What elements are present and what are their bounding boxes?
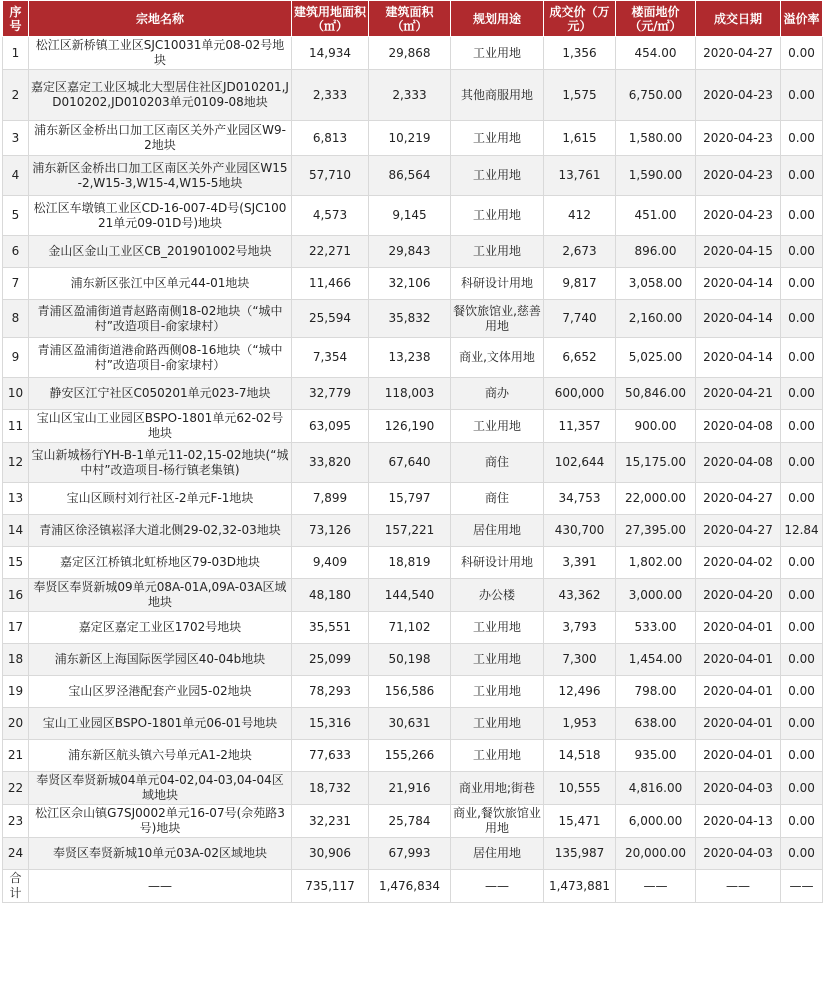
cell-land-area: 77,633 [292, 740, 369, 772]
cell-price: 34,753 [544, 483, 616, 515]
cell-seq: 13 [3, 483, 29, 515]
cell-date: 2020-04-01 [696, 612, 781, 644]
cell-land-area: 30,906 [292, 838, 369, 870]
cell-land-area: 78,293 [292, 676, 369, 708]
cell-price: 3,793 [544, 612, 616, 644]
cell-unit-price: 27,395.00 [616, 515, 696, 547]
cell-date: 2020-04-08 [696, 410, 781, 443]
cell-price: 1,953 [544, 708, 616, 740]
cell-seq: 18 [3, 644, 29, 676]
table-row [3, 37, 823, 70]
total-price: 1,473,881 [544, 870, 616, 903]
table-row [3, 483, 823, 515]
cell-premium: 0.00 [781, 547, 823, 579]
cell-unit-price: 22,000.00 [616, 483, 696, 515]
cell-land-area: 7,899 [292, 483, 369, 515]
cell-build-area: 13,238 [369, 338, 451, 378]
cell-usage: 居住用地 [451, 515, 544, 547]
cell-usage: 其他商服用地 [451, 70, 544, 121]
cell-land-area: 9,409 [292, 547, 369, 579]
cell-seq: 11 [3, 410, 29, 443]
cell-usage: 商住 [451, 483, 544, 515]
table-row [3, 268, 823, 300]
cell-unit-price: 3,058.00 [616, 268, 696, 300]
cell-build-area: 144,540 [369, 579, 451, 612]
cell-usage: 工业用地 [451, 156, 544, 196]
cell-name: 奉贤区奉贤新城04单元04-02,04-03,04-04区域地块 [29, 772, 292, 805]
cell-date: 2020-04-21 [696, 378, 781, 410]
cell-name: 奉贤区奉贤新城09单元08A-01A,09A-03A区域地块 [29, 579, 292, 612]
header-usage: 规划用途 [451, 1, 544, 37]
cell-date: 2020-04-01 [696, 676, 781, 708]
cell-build-area: 71,102 [369, 612, 451, 644]
cell-name: 松江区车墩镇工业区CD-16-007-4D号(SJC10021单元09-01D号)地块 [29, 196, 292, 236]
total-usage: —— [451, 870, 544, 903]
table-row [3, 547, 823, 579]
cell-build-area: 35,832 [369, 300, 451, 338]
cell-land-area: 2,333 [292, 70, 369, 121]
cell-seq: 5 [3, 196, 29, 236]
table-row [3, 443, 823, 483]
cell-price: 9,817 [544, 268, 616, 300]
cell-name: 松江区佘山镇G7SJ0002单元16-07号(佘苑路3号)地块 [29, 805, 292, 838]
cell-build-area: 86,564 [369, 156, 451, 196]
cell-name: 静安区江宁社区C050201单元023-7地块 [29, 378, 292, 410]
cell-build-area: 29,868 [369, 37, 451, 70]
cell-price: 7,300 [544, 644, 616, 676]
cell-name: 浦东新区上海国际医学园区40-04b地块 [29, 644, 292, 676]
cell-name: 嘉定区江桥镇北虹桥地区79-03D地块 [29, 547, 292, 579]
cell-unit-price: 798.00 [616, 676, 696, 708]
cell-land-area: 57,710 [292, 156, 369, 196]
cell-usage: 居住用地 [451, 838, 544, 870]
cell-unit-price: 451.00 [616, 196, 696, 236]
cell-unit-price: 6,000.00 [616, 805, 696, 838]
cell-premium: 0.00 [781, 410, 823, 443]
cell-usage: 商业,文体用地 [451, 338, 544, 378]
table-row [3, 300, 823, 338]
cell-price: 2,673 [544, 236, 616, 268]
cell-date: 2020-04-01 [696, 740, 781, 772]
cell-land-area: 14,934 [292, 37, 369, 70]
total-seq: 合计 [3, 870, 29, 903]
cell-name: 金山区金山工业区CB_201901002号地块 [29, 236, 292, 268]
cell-name: 青浦区徐泾镇崧泽大道北侧29-02,32-03地块 [29, 515, 292, 547]
cell-seq: 23 [3, 805, 29, 838]
header-row [3, 1, 823, 37]
header-date: 成交日期 [696, 1, 781, 37]
cell-unit-price: 1,590.00 [616, 156, 696, 196]
cell-date: 2020-04-27 [696, 37, 781, 70]
cell-seq: 19 [3, 676, 29, 708]
cell-land-area: 32,779 [292, 378, 369, 410]
cell-seq: 20 [3, 708, 29, 740]
table-row [3, 740, 823, 772]
cell-usage: 餐饮旅馆业,慈善用地 [451, 300, 544, 338]
cell-date: 2020-04-01 [696, 708, 781, 740]
cell-price: 13,761 [544, 156, 616, 196]
cell-usage: 商业,餐饮旅馆业用地 [451, 805, 544, 838]
cell-usage: 科研设计用地 [451, 547, 544, 579]
cell-usage: 工业用地 [451, 121, 544, 156]
cell-build-area: 21,916 [369, 772, 451, 805]
cell-unit-price: 1,454.00 [616, 644, 696, 676]
cell-usage: 工业用地 [451, 740, 544, 772]
cell-premium: 0.00 [781, 644, 823, 676]
cell-price: 10,555 [544, 772, 616, 805]
cell-date: 2020-04-23 [696, 70, 781, 121]
cell-name: 浦东新区张江中区单元44-01地块 [29, 268, 292, 300]
cell-price: 15,471 [544, 805, 616, 838]
cell-price: 135,987 [544, 838, 616, 870]
cell-date: 2020-04-14 [696, 338, 781, 378]
cell-build-area: 155,266 [369, 740, 451, 772]
table-row [3, 838, 823, 870]
cell-land-area: 32,231 [292, 805, 369, 838]
cell-premium: 0.00 [781, 772, 823, 805]
cell-date: 2020-04-03 [696, 772, 781, 805]
table-row [3, 121, 823, 156]
total-name: —— [29, 870, 292, 903]
header-unit-price: 楼面地价（元/㎡） [616, 1, 696, 37]
cell-land-area: 18,732 [292, 772, 369, 805]
cell-premium: 12.84 [781, 515, 823, 547]
header-build-area: 建筑面积（㎡） [369, 1, 451, 37]
cell-unit-price: 5,025.00 [616, 338, 696, 378]
cell-date: 2020-04-03 [696, 838, 781, 870]
cell-date: 2020-04-13 [696, 805, 781, 838]
cell-unit-price: 454.00 [616, 37, 696, 70]
cell-build-area: 157,221 [369, 515, 451, 547]
total-premium: —— [781, 870, 823, 903]
table-row [3, 338, 823, 378]
cell-name: 青浦区盈浦街道港俞路西侧08-16地块（“城中村”改造项目-俞家埭村） [29, 338, 292, 378]
cell-usage: 商办 [451, 378, 544, 410]
cell-seq: 10 [3, 378, 29, 410]
table-row [3, 70, 823, 121]
table-row [3, 708, 823, 740]
cell-premium: 0.00 [781, 378, 823, 410]
cell-name: 宝山新城杨行YH-B-1单元11-02,15-02地块(“城中村”改造项目-杨行镇老集镇) [29, 443, 292, 483]
cell-date: 2020-04-15 [696, 236, 781, 268]
cell-date: 2020-04-14 [696, 300, 781, 338]
cell-price: 7,740 [544, 300, 616, 338]
land-transaction-table [2, 0, 823, 903]
cell-name: 嘉定区嘉定工业区1702号地块 [29, 612, 292, 644]
cell-unit-price: 1,802.00 [616, 547, 696, 579]
cell-build-area: 156,586 [369, 676, 451, 708]
header-price: 成交价（万元） [544, 1, 616, 37]
table-row [3, 378, 823, 410]
table-row [3, 515, 823, 547]
cell-name: 宝山区罗泾港配套产业园5-02地块 [29, 676, 292, 708]
table-row [3, 772, 823, 805]
cell-date: 2020-04-27 [696, 483, 781, 515]
cell-date: 2020-04-08 [696, 443, 781, 483]
cell-usage: 工业用地 [451, 676, 544, 708]
cell-build-area: 25,784 [369, 805, 451, 838]
cell-date: 2020-04-23 [696, 156, 781, 196]
cell-unit-price: 935.00 [616, 740, 696, 772]
header-seq: 序号 [3, 1, 29, 37]
cell-price: 1,575 [544, 70, 616, 121]
cell-usage: 工业用地 [451, 196, 544, 236]
cell-usage: 工业用地 [451, 708, 544, 740]
table-row [3, 579, 823, 612]
cell-seq: 8 [3, 300, 29, 338]
cell-date: 2020-04-23 [696, 196, 781, 236]
cell-name: 宝山区宝山工业园区BSPO-1801单元62-02号地块 [29, 410, 292, 443]
cell-land-area: 15,316 [292, 708, 369, 740]
cell-date: 2020-04-02 [696, 547, 781, 579]
cell-usage: 工业用地 [451, 236, 544, 268]
table-row [3, 644, 823, 676]
cell-premium: 0.00 [781, 483, 823, 515]
cell-premium: 0.00 [781, 708, 823, 740]
cell-build-area: 32,106 [369, 268, 451, 300]
cell-premium: 0.00 [781, 740, 823, 772]
table-row [3, 196, 823, 236]
total-land-area: 735,117 [292, 870, 369, 903]
cell-build-area: 118,003 [369, 378, 451, 410]
cell-seq: 12 [3, 443, 29, 483]
cell-price: 600,000 [544, 378, 616, 410]
cell-premium: 0.00 [781, 121, 823, 156]
cell-premium: 0.00 [781, 300, 823, 338]
cell-land-area: 73,126 [292, 515, 369, 547]
cell-name: 宝山区顾村刘行社区-2单元F-1地块 [29, 483, 292, 515]
cell-usage: 工业用地 [451, 644, 544, 676]
cell-price: 14,518 [544, 740, 616, 772]
table-row [3, 410, 823, 443]
cell-premium: 0.00 [781, 338, 823, 378]
cell-date: 2020-04-14 [696, 268, 781, 300]
cell-unit-price: 20,000.00 [616, 838, 696, 870]
cell-land-area: 6,813 [292, 121, 369, 156]
cell-seq: 3 [3, 121, 29, 156]
cell-land-area: 7,354 [292, 338, 369, 378]
cell-land-area: 33,820 [292, 443, 369, 483]
total-build-area: 1,476,834 [369, 870, 451, 903]
cell-land-area: 22,271 [292, 236, 369, 268]
cell-premium: 0.00 [781, 838, 823, 870]
cell-premium: 0.00 [781, 443, 823, 483]
cell-unit-price: 15,175.00 [616, 443, 696, 483]
cell-premium: 0.00 [781, 805, 823, 838]
cell-unit-price: 6,750.00 [616, 70, 696, 121]
cell-land-area: 4,573 [292, 196, 369, 236]
cell-usage: 商业用地;街巷 [451, 772, 544, 805]
cell-premium: 0.00 [781, 196, 823, 236]
cell-price: 412 [544, 196, 616, 236]
cell-price: 3,391 [544, 547, 616, 579]
cell-seq: 15 [3, 547, 29, 579]
cell-name: 青浦区盈浦街道青赵路南侧18-02地块（“城中村”改造项目-俞家埭村） [29, 300, 292, 338]
cell-name: 浦东新区航头镇六号单元A1-2地块 [29, 740, 292, 772]
cell-price: 11,357 [544, 410, 616, 443]
cell-premium: 0.00 [781, 236, 823, 268]
cell-price: 1,615 [544, 121, 616, 156]
cell-seq: 2 [3, 70, 29, 121]
cell-unit-price: 3,000.00 [616, 579, 696, 612]
cell-unit-price: 1,580.00 [616, 121, 696, 156]
cell-build-area: 50,198 [369, 644, 451, 676]
cell-unit-price: 4,816.00 [616, 772, 696, 805]
cell-usage: 工业用地 [451, 612, 544, 644]
cell-name: 宝山工业园区BSPO-1801单元06-01号地块 [29, 708, 292, 740]
cell-unit-price: 2,160.00 [616, 300, 696, 338]
cell-seq: 24 [3, 838, 29, 870]
cell-build-area: 9,145 [369, 196, 451, 236]
cell-seq: 14 [3, 515, 29, 547]
cell-unit-price: 900.00 [616, 410, 696, 443]
cell-seq: 16 [3, 579, 29, 612]
cell-premium: 0.00 [781, 612, 823, 644]
cell-land-area: 35,551 [292, 612, 369, 644]
cell-date: 2020-04-27 [696, 515, 781, 547]
total-date: —— [696, 870, 781, 903]
total-unit-price: —— [616, 870, 696, 903]
cell-build-area: 10,219 [369, 121, 451, 156]
cell-unit-price: 896.00 [616, 236, 696, 268]
cell-unit-price: 638.00 [616, 708, 696, 740]
cell-date: 2020-04-23 [696, 121, 781, 156]
cell-price: 1,356 [544, 37, 616, 70]
cell-date: 2020-04-20 [696, 579, 781, 612]
cell-usage: 工业用地 [451, 37, 544, 70]
cell-build-area: 18,819 [369, 547, 451, 579]
cell-premium: 0.00 [781, 70, 823, 121]
cell-usage: 科研设计用地 [451, 268, 544, 300]
cell-name: 浦东新区金桥出口加工区南区关外产业园区W9-2地块 [29, 121, 292, 156]
cell-name: 奉贤区奉贤新城10单元03A-02区域地块 [29, 838, 292, 870]
cell-seq: 17 [3, 612, 29, 644]
table-row [3, 156, 823, 196]
cell-seq: 9 [3, 338, 29, 378]
table-row [3, 676, 823, 708]
cell-usage: 办公楼 [451, 579, 544, 612]
cell-land-area: 25,594 [292, 300, 369, 338]
cell-seq: 1 [3, 37, 29, 70]
cell-build-area: 126,190 [369, 410, 451, 443]
cell-build-area: 67,640 [369, 443, 451, 483]
header-name: 宗地名称 [29, 1, 292, 37]
header-land-area: 建筑用地面积（㎡） [292, 1, 369, 37]
cell-seq: 21 [3, 740, 29, 772]
cell-premium: 0.00 [781, 579, 823, 612]
cell-name: 嘉定区嘉定工业区城北大型居住社区JD010201,JD010202,JD010203单元0109-08地块 [29, 70, 292, 121]
cell-premium: 0.00 [781, 268, 823, 300]
cell-price: 12,496 [544, 676, 616, 708]
cell-usage: 工业用地 [451, 410, 544, 443]
cell-build-area: 67,993 [369, 838, 451, 870]
cell-usage: 商住 [451, 443, 544, 483]
cell-land-area: 11,466 [292, 268, 369, 300]
total-row [3, 870, 823, 903]
cell-seq: 7 [3, 268, 29, 300]
cell-price: 6,652 [544, 338, 616, 378]
table-row [3, 805, 823, 838]
cell-premium: 0.00 [781, 676, 823, 708]
cell-price: 430,700 [544, 515, 616, 547]
cell-unit-price: 50,846.00 [616, 378, 696, 410]
cell-seq: 4 [3, 156, 29, 196]
cell-build-area: 2,333 [369, 70, 451, 121]
cell-land-area: 25,099 [292, 644, 369, 676]
cell-price: 102,644 [544, 443, 616, 483]
cell-price: 43,362 [544, 579, 616, 612]
header-premium: 溢价率 [781, 1, 823, 37]
cell-build-area: 15,797 [369, 483, 451, 515]
cell-date: 2020-04-01 [696, 644, 781, 676]
cell-build-area: 30,631 [369, 708, 451, 740]
cell-seq: 6 [3, 236, 29, 268]
cell-premium: 0.00 [781, 37, 823, 70]
cell-name: 浦东新区金桥出口加工区南区关外产业园区W15-2,W15-3,W15-4,W15-5地块 [29, 156, 292, 196]
table-row [3, 612, 823, 644]
cell-name: 松江区新桥镇工业区SJC10031单元08-02号地块 [29, 37, 292, 70]
cell-premium: 0.00 [781, 156, 823, 196]
cell-build-area: 29,843 [369, 236, 451, 268]
cell-land-area: 48,180 [292, 579, 369, 612]
cell-unit-price: 533.00 [616, 612, 696, 644]
table-row [3, 236, 823, 268]
cell-seq: 22 [3, 772, 29, 805]
cell-land-area: 63,095 [292, 410, 369, 443]
